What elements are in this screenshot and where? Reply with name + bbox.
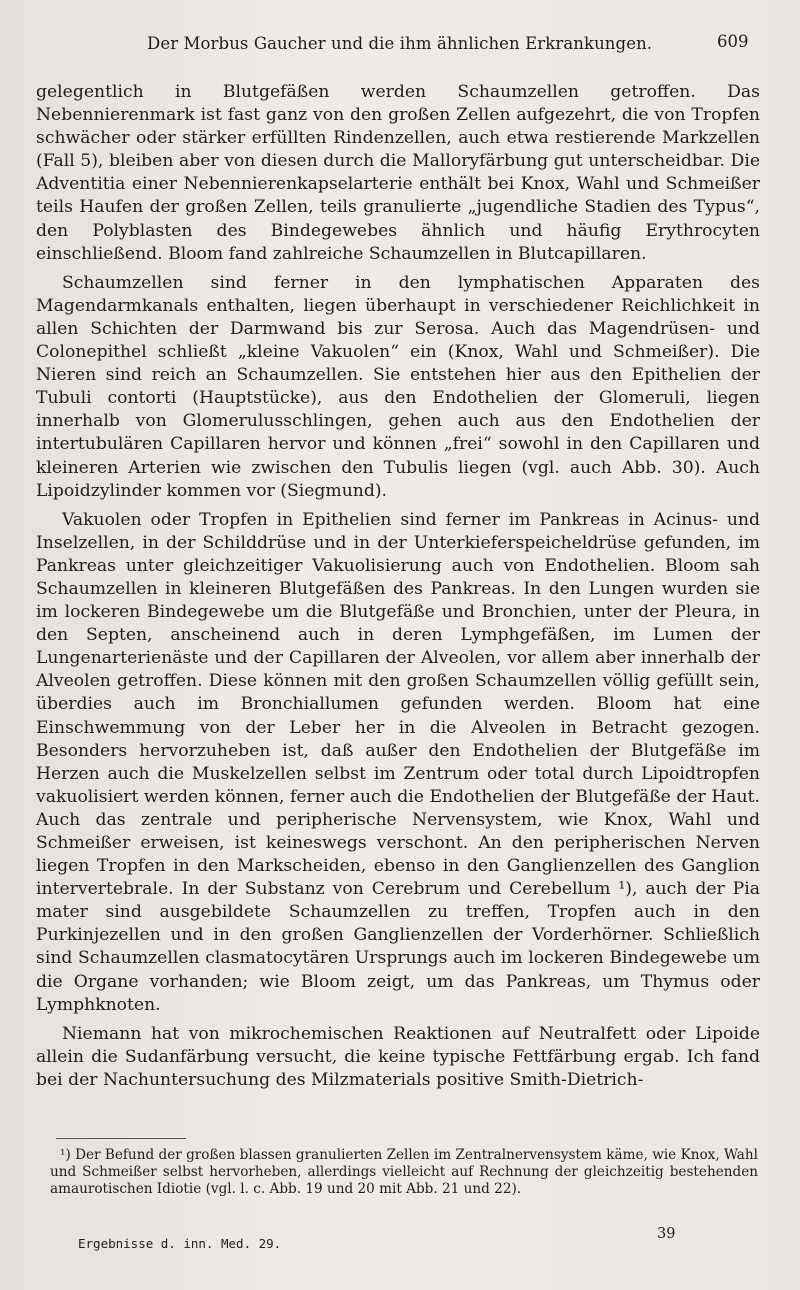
signature-number: 39 [657, 1226, 676, 1242]
footnote: ¹) Der Befund der großen blassen granulierten Zellen im Zentralnervensystem käme, wie Knox, Wahl und Schmeißer selbst hervorheben, allerdings vielleicht auf Rechnung der gleichzeitig bestehenden amaurotischen Idiotie (vgl. l. c. Abb. 19 und 20 mit Abb. 21 und 22). [50, 1147, 758, 1197]
footnote-divider [56, 1138, 186, 1139]
paragraph: Niemann hat von mikrochemischen Reaktionen auf Neutralfett oder Lipoide allein die Sudanfärbung versucht, die keine typische Fettfärbung ergab. Ich fand bei der Nachuntersuchung des Milzmaterials positive Smith-Dietrich- [36, 1023, 760, 1090]
running-title: Der Morbus Gaucher und die ihm ähnlichen Erkrankungen. [147, 34, 653, 53]
paragraph: Vakuolen oder Tropfen in Epithelien sind ferner im Pankreas in Acinus- und Inselzellen, in der Schilddrüse und in der Unterkieferspeicheldrüse gefunden, im Pankreas unter gleichzeitiger Vakuolisierung auch von Endothelien. Bloom sah Schaumzellen in kleineren Blutgefäßen des Pankreas. In den Lungen wurden sie im lockeren Bindegewebe um die Blutgefäße und Bronchien, unter der Pleura, in den Septen, anscheinend auch in deren Lymphgefäßen, im Lumen der Lungenarterienäste und der Capillaren der Alveolen, vor allem aber innerhalb der Alveolen getroffen. Diese können mit den großen Schaumzellen völlig gefüllt sein, überdies auch im Bronchiallumen gefunden werden. Bloom hat eine Einschwemmung von der Leber her in die Alveolen in Betracht gezogen. Besonders hervorzuheben ist, daß außer den Endothelien der Blutgefäße im Herzen auch die Muskelzellen selbst im Zentrum oder total durch Lipoidtropfen vakuolisiert werden können, ferner auch die Endothelien der Blutgefäße der Haut. Auch das zentrale und peripherische Nervensystem, wie Knox, Wahl und Schmeißer erweisen, ist keineswegs verschont. An den peripherischen Nerven liegen Tropfen in den Markscheiden, ebenso in den Ganglienzellen des Ganglion intervertebrale. In der Substanz von Cerebrum und Cerebellum ¹), auch der Pia mater sind ausgebildete Schaumzellen zu treffen, Tropfen auch in den Purkinjezellen und in den großen Ganglienzellen der Vorderhörner. Schließlich sind Schaumzellen clasmatocytären Ursprungs auch im lockeren Bindegewebe um die Organe vorhanden; wie Bloom zeigt, um das Pankreas, um Thymus oder Lymphknoten. [36, 509, 760, 1015]
page-number: 609 [717, 32, 749, 51]
body-text [36, 81, 760, 1092]
journal-footer: Ergebnisse d. inn. Med. 29. [78, 1236, 282, 1251]
paragraph: gelegentlich in Blutgefäßen werden Schaumzellen getroffen. Das Nebennierenmark ist fast ganz von den großen Zellen aufgezehrt, die von Tropfen schwächer oder stärker erfüllten Rindenzellen, auch etwa restierende Markzellen (Fall 5), bleiben aber von diesen durch die Malloryfärbung gut unterscheidbar. Die Adventitia einer Nebennierenkapselarterie enthält bei Knox, Wahl und Schmeißer teils Haufen der großen Zellen, teils granulierte „jugendliche Stadien des Typus“, den Polyblasten des Bindegewebes ähnlich und häufig Erythrocyten einschließend. Bloom fand zahlreiche Schaumzellen in Blutcapillaren. [36, 82, 760, 264]
paragraph: Schaumzellen sind ferner in den lymphatischen Apparaten des Magendarmkanals enthalten, liegen überhaupt in verschiedener Reichlichkeit in allen Schichten der Darmwand bis zur Serosa. Auch das Magendrüsen- und Colonepithel schließt „kleine Vakuolen“ ein (Knox, Wahl und Schmeißer). Die Nieren sind reich an Schaumzellen. Sie entstehen hier aus den Epithelien der Tubuli contorti (Hauptstücke), aus den Endothelien der Glomeruli, liegen innerhalb von Glomerulusschlingen, gehen auch aus den Endothelien der intertubulären Capillaren hervor und können „frei“ sowohl in den Capillaren und kleineren Arterien wie zwischen den Tubulis liegen (vgl. auch Abb. 30). Auch Lipoidzylinder kommen vor (Siegmund). [36, 272, 760, 501]
